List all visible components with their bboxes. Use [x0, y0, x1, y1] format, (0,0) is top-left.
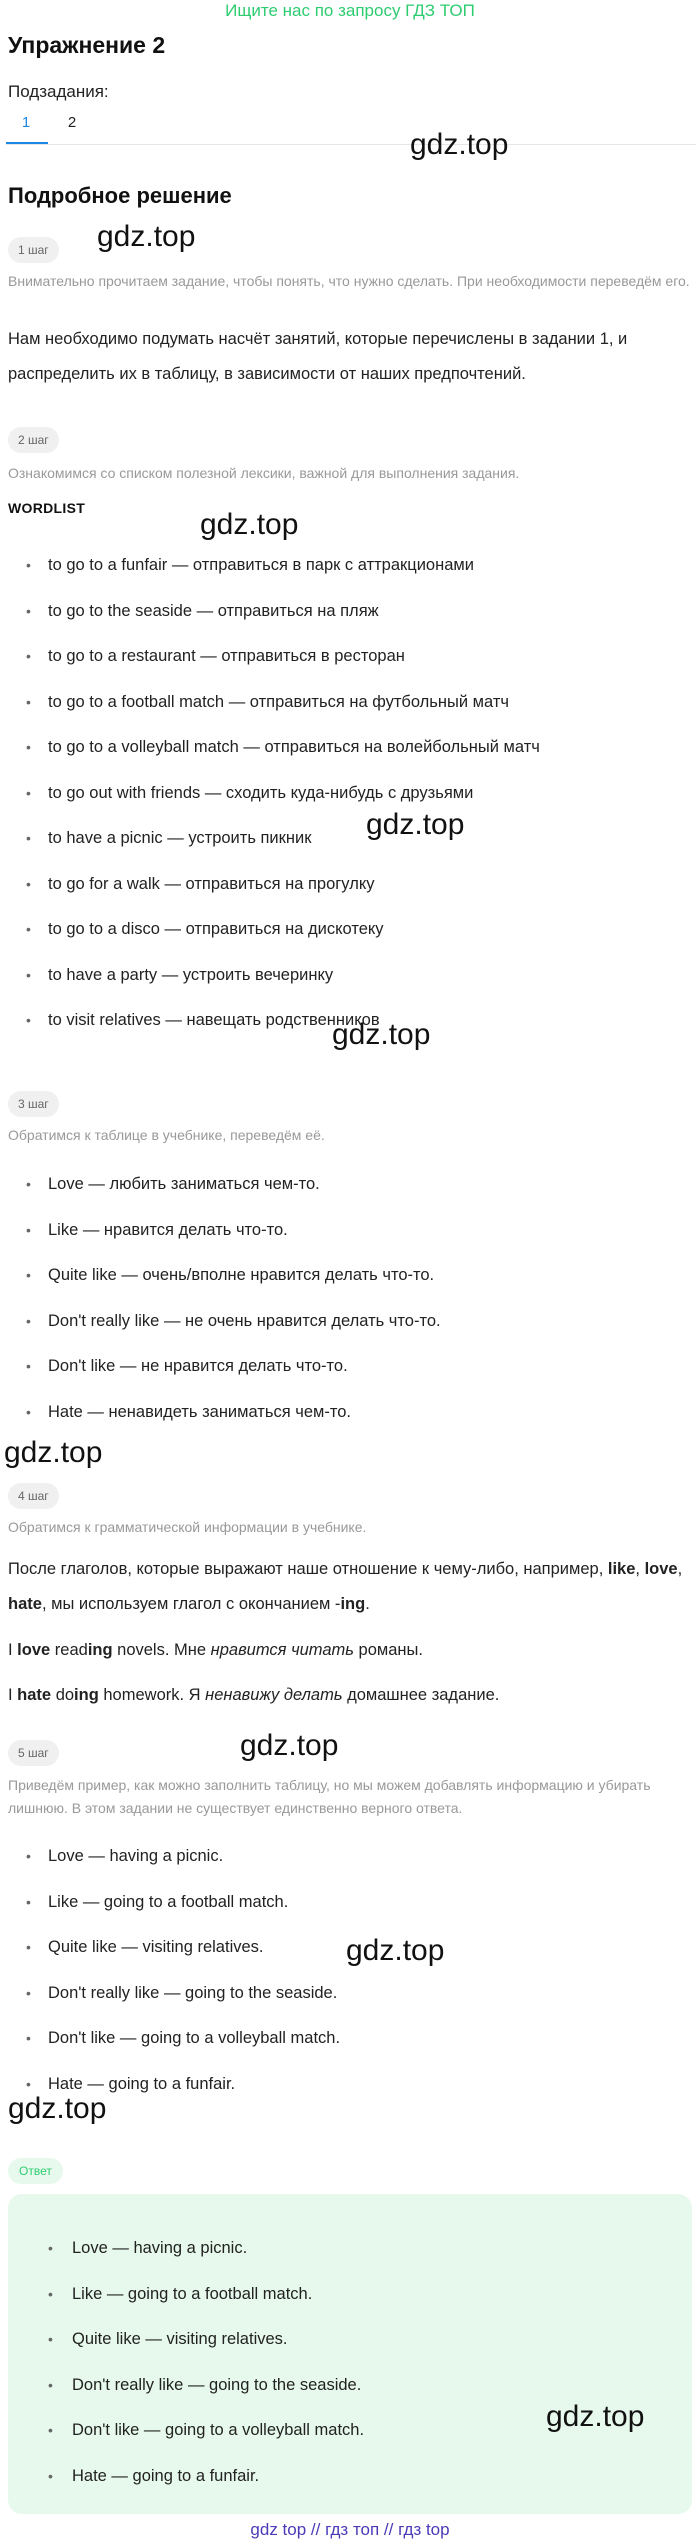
list-item: • to go to a restaurant — отправиться в ресторан — [8, 644, 692, 690]
watermark: gdz.top — [366, 808, 465, 841]
watermark: gdz.top — [346, 1934, 445, 1967]
list-item: • Don't really like — не очень нравится делать что-то. — [8, 1309, 692, 1355]
list-item: • Hate — ненавидеть заниматься чем-то. — [8, 1400, 692, 1446]
list-item: • Don't like — не нравится делать что-то. — [8, 1354, 692, 1400]
translation-list — [8, 1172, 692, 1445]
watermark: gdz.top — [97, 220, 196, 253]
watermark: gdz.top — [8, 2092, 107, 2125]
list-item: • Don't like — going to a volleyball match. — [20, 2418, 680, 2464]
list-item: • Don't like — going to a volleyball match. — [8, 2026, 692, 2072]
watermark: gdz.top — [332, 1018, 431, 1051]
wordlist-title: WORDLIST — [8, 500, 86, 516]
answer-badge: Ответ — [8, 2158, 63, 2184]
list-item: • Quite like — visiting relatives. — [20, 2327, 680, 2373]
list-item: • Like — going to a football match. — [8, 1890, 692, 1936]
list-item: • to go to the seaside — отправиться на пляж — [8, 599, 692, 645]
list-item: • to visit relatives — навещать родственников — [8, 1008, 692, 1054]
list-item: • to go to a disco — отправиться на дискотеку — [8, 917, 692, 963]
step4-example-2: I hate doing homework. Я ненавижу делать домашнее задание. — [8, 1686, 500, 1704]
list-item: • Like — нравится делать что-то. — [8, 1218, 692, 1264]
footer-links[interactable]: gdz top // гдз топ // гдз top — [250, 2520, 450, 2539]
watermark: gdz.top — [4, 1436, 103, 1469]
list-item: • Quite like — очень/вполне нравится делать что-то. — [8, 1263, 692, 1309]
watermark: gdz.top — [546, 2400, 645, 2433]
list-item: • to go to a funfair — отправиться в парк с аттракционами — [8, 553, 692, 599]
step5-intro: Приведём пример, как можно заполнить таблицу, но мы можем добавлять информацию и убирать лишнюю. В этом задании не существует единственно верного ответа. — [8, 1777, 651, 1816]
list-item: • to have a picnic — устроить пикник — [8, 826, 692, 872]
list-item: • Don't really like — going to the seaside. — [20, 2373, 680, 2419]
step1-intro: Внимательно прочитаем задание, чтобы понять, что нужно сделать. При необходимости переведём его. — [8, 273, 690, 289]
list-item: • to go to a football match — отправиться на футбольный матч — [8, 690, 692, 736]
step-badge-3: 3 шаг — [8, 1091, 59, 1117]
step-badge-4: 4 шаг — [8, 1483, 59, 1509]
wordlist — [8, 553, 692, 1054]
list-item: • Like — going to a football match. — [20, 2282, 680, 2328]
list-item: • to go for a walk — отправиться на прогулку — [8, 872, 692, 918]
page-title: Упражнение 2 — [8, 32, 166, 58]
step1-text: Нам необходимо подумать насчёт занятий, которые перечислены в задании 1, и распределить их в таблицу, в зависимости от наших предпочтений. — [8, 330, 628, 383]
step4-example-1: I love reading novels. Мне нравится читать романы. — [8, 1641, 423, 1659]
step2-intro: Ознакомимся со списком полезной лексики, важной для выполнения задания. — [8, 465, 520, 481]
list-item: • to go out with friends — сходить куда-нибудь с друзьями — [8, 781, 692, 827]
list-item: • Love — having a picnic. — [20, 2236, 680, 2282]
list-item: • Quite like — visiting relatives. — [8, 1935, 692, 1981]
step4-intro: Обратимся к грамматической информации в учебнике. — [8, 1519, 367, 1535]
step-badge-2: 2 шаг — [8, 427, 59, 453]
step-badge-5: 5 шаг — [8, 1740, 59, 1766]
list-item: • Love — having a picnic. — [8, 1844, 692, 1890]
example-list — [8, 1844, 692, 2117]
search-banner[interactable]: Ищите нас по запросу ГДЗ ТОП — [225, 1, 475, 20]
watermark: gdz.top — [200, 508, 299, 541]
subtask-tab-2[interactable]: 2 — [67, 114, 77, 131]
list-item: • Love — любить заниматься чем-то. — [8, 1172, 692, 1218]
watermark: gdz.top — [410, 128, 509, 161]
section-title: Подробное решение — [8, 183, 232, 208]
step-badge-1: 1 шаг — [8, 237, 59, 263]
list-item: • Hate — going to a funfair. — [20, 2464, 680, 2510]
subtask-tab-1[interactable]: 1 — [21, 114, 31, 131]
list-item: • to have a party — устроить вечеринку — [8, 963, 692, 1009]
step4-grammar-text: После глаголов, которые выражают наше отношение к чему-либо, например, like, love, hate, мы используем глагол с окончанием -ing. — [8, 1560, 683, 1613]
tabs-divider — [6, 144, 696, 145]
watermark: gdz.top — [240, 1729, 339, 1762]
step3-intro: Обратимся к таблице в учебнике, переведём её. — [8, 1127, 325, 1143]
list-item: • Hate — going to a funfair. — [8, 2072, 692, 2118]
answer-list — [20, 2236, 680, 2509]
list-item: • Don't really like — going to the seaside. — [8, 1981, 692, 2027]
list-item: • to go to a volleyball match — отправиться на волейбольный матч — [8, 735, 692, 781]
subtasks-label: Подзадания: — [8, 82, 109, 101]
